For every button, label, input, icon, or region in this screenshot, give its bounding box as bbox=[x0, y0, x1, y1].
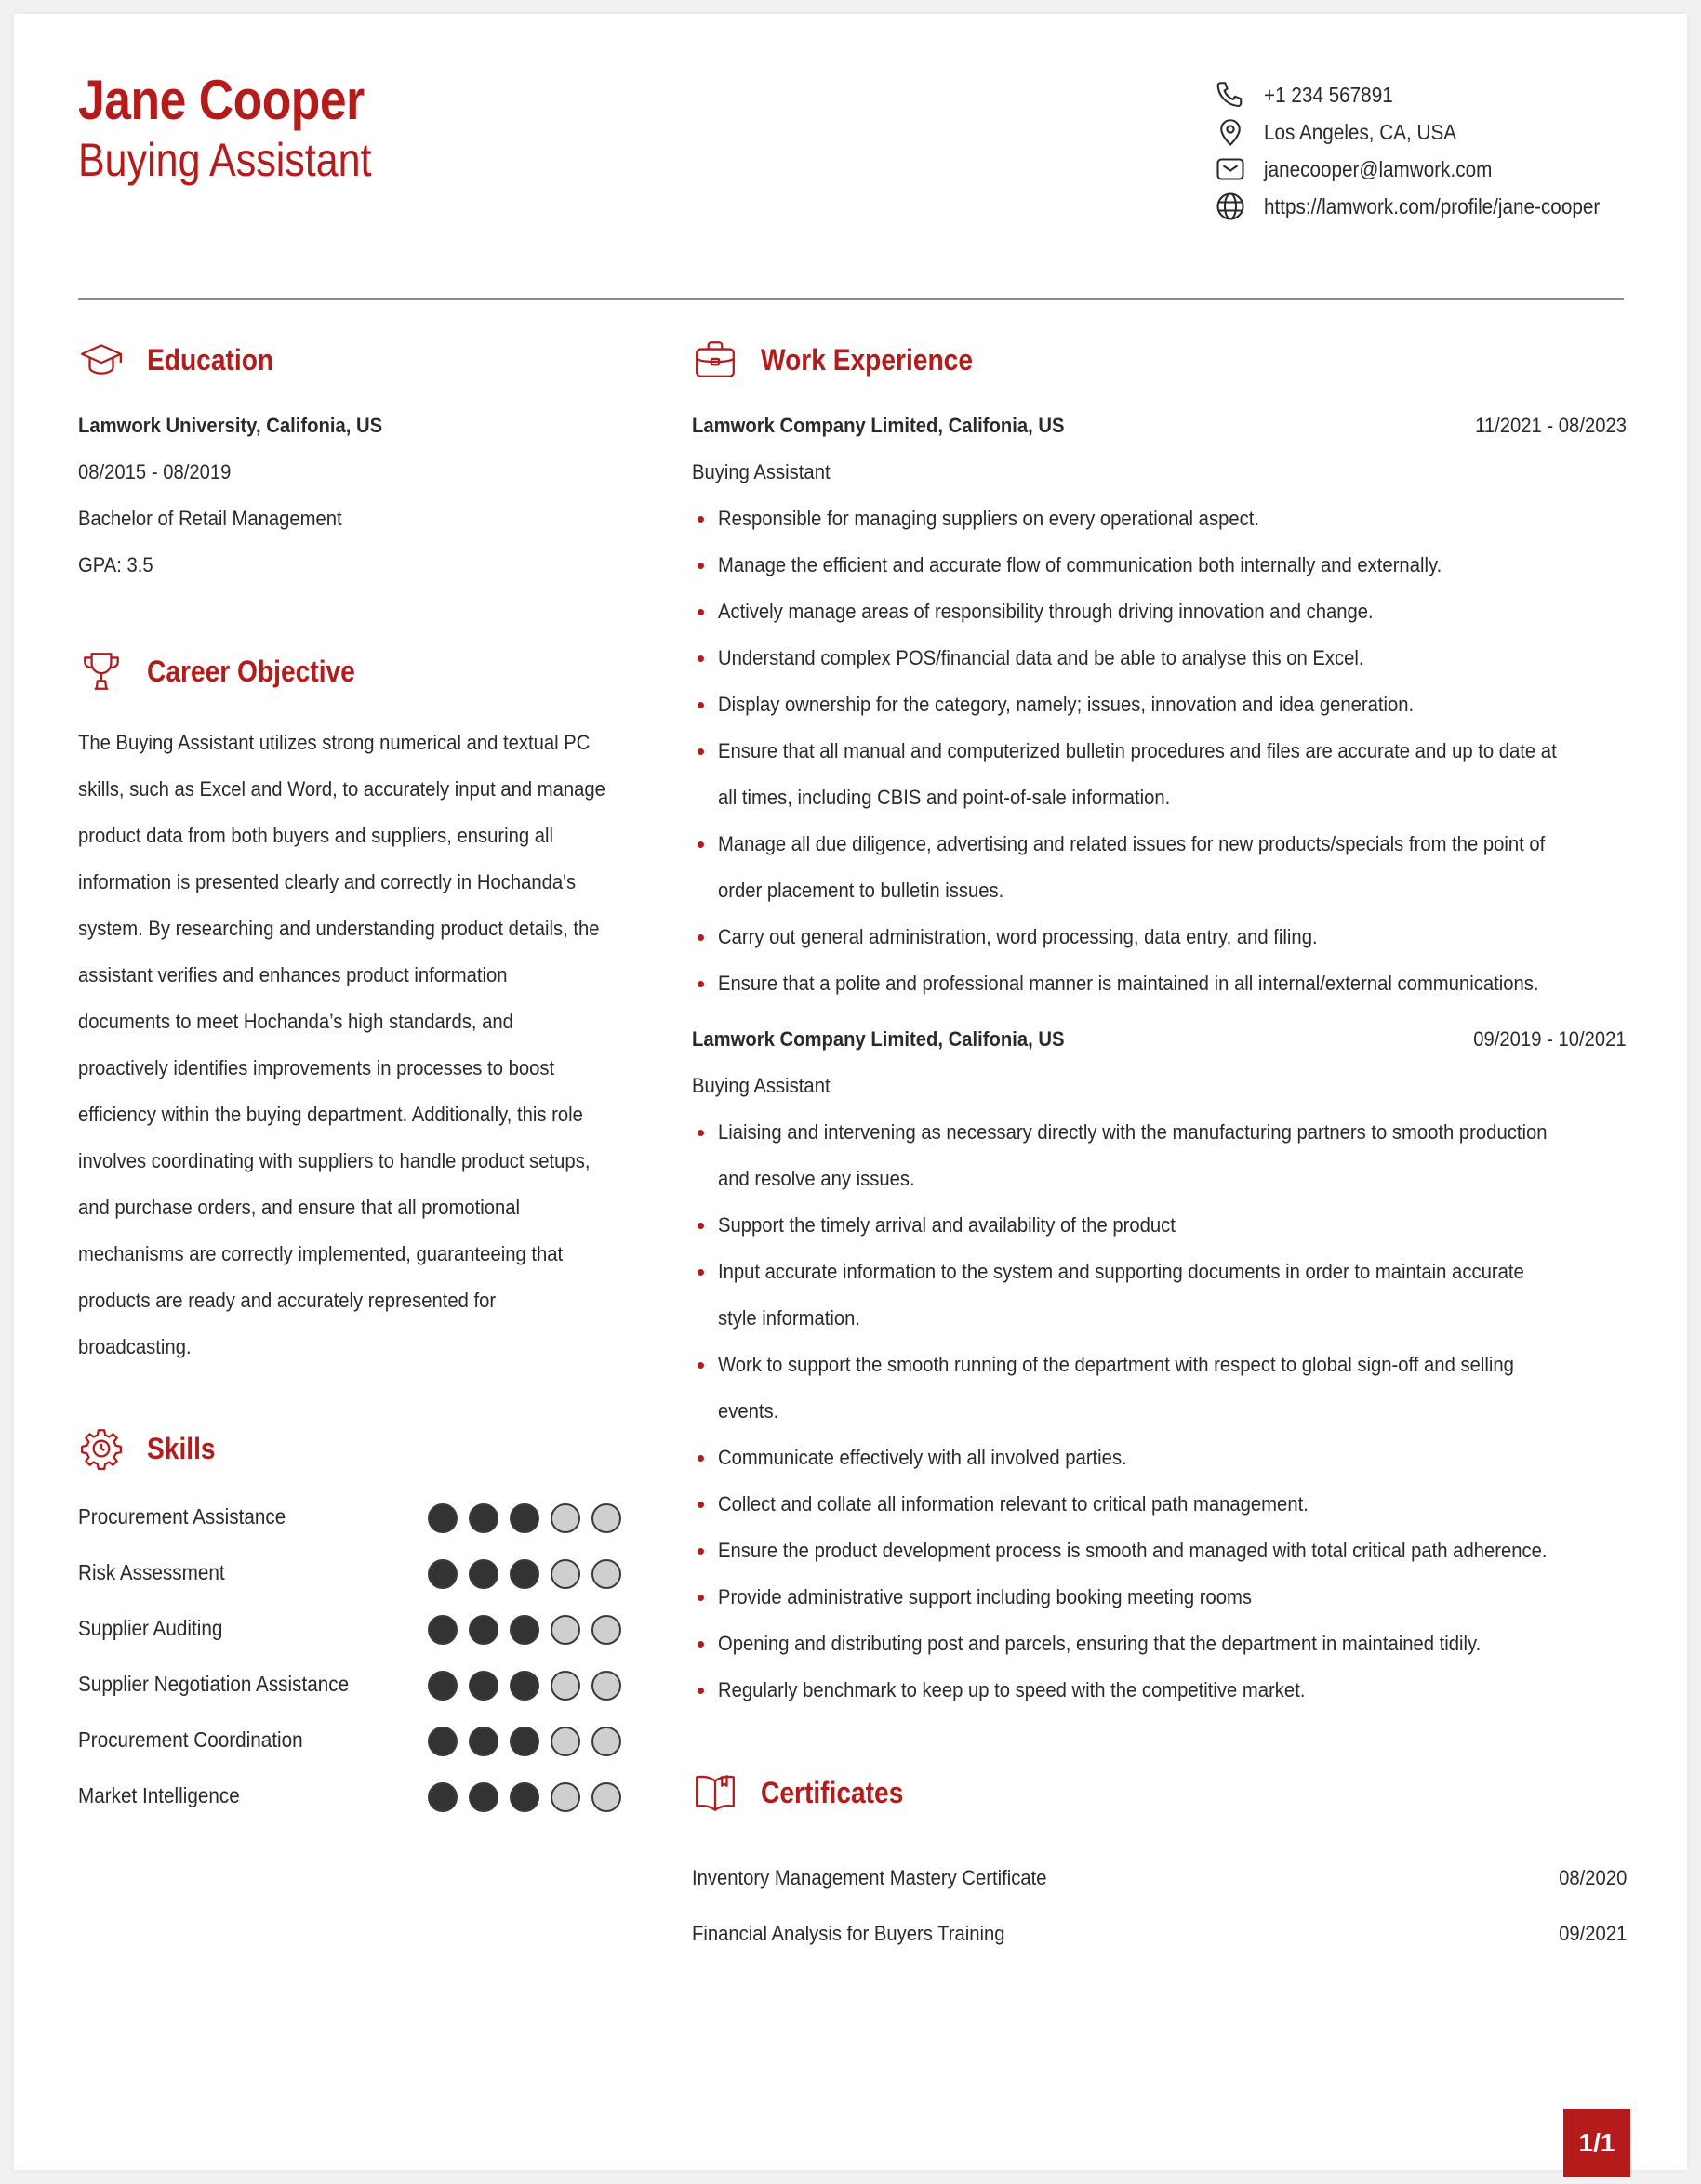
job-bullet-line: events. bbox=[718, 1399, 779, 1423]
job-bullet-line: Manage the efficient and accurate flow of communication both internally and externally. bbox=[718, 553, 1442, 576]
objective-line: documents to meet Hochanda’s high standards, and bbox=[78, 1010, 513, 1033]
job-bullet bbox=[692, 1621, 1613, 1667]
contact-location-text: Los Angeles, CA, USA bbox=[1264, 119, 1457, 144]
job-bullet-line: Collect and collate all information relevant to critical path management. bbox=[718, 1492, 1309, 1516]
job-bullet bbox=[692, 960, 1613, 1007]
contact-location bbox=[1214, 113, 1641, 151]
skill-dot-empty bbox=[591, 1782, 621, 1812]
job-bullet bbox=[692, 1574, 1613, 1621]
job-bullet bbox=[692, 635, 1613, 682]
envelope-icon bbox=[1214, 152, 1247, 186]
education-school: Lamwork University, Califonia, US bbox=[78, 414, 383, 437]
contact-email-text: janecooper@lamwork.com bbox=[1264, 156, 1493, 181]
job-bullet bbox=[692, 496, 1613, 542]
objective-heading bbox=[78, 648, 383, 695]
education-title: Education bbox=[147, 342, 274, 377]
skill-dot-filled bbox=[428, 1615, 458, 1645]
job-bullet-line: Support the timely arrival and availability of the product bbox=[718, 1213, 1176, 1237]
skill-rating bbox=[428, 1615, 621, 1645]
objective-line: assistant verifies and enhances product information bbox=[78, 963, 508, 986]
skill-rating bbox=[428, 1503, 621, 1533]
objective-line: mechanisms are correctly implemented, guaranteeing that bbox=[78, 1242, 564, 1265]
phone-icon bbox=[1214, 78, 1247, 112]
work-title: Work Experience bbox=[761, 342, 973, 377]
skill-dot-empty bbox=[551, 1559, 580, 1589]
job-2-dates: 09/2019 - 10/2021 bbox=[1473, 1027, 1627, 1051]
skill-dot-filled bbox=[510, 1559, 539, 1589]
resume-header bbox=[78, 56, 1624, 300]
skill-rating bbox=[428, 1559, 621, 1589]
skill-row bbox=[78, 1779, 636, 1816]
job-bullet bbox=[692, 589, 1613, 635]
skill-dot-filled bbox=[469, 1727, 498, 1756]
skill-dot-empty bbox=[551, 1782, 580, 1812]
job-bullet-line: Carry out general administration, word processing, data entry, and filing. bbox=[718, 925, 1318, 948]
job-1-company: Lamwork Company Limited, Califonia, US bbox=[692, 414, 1065, 437]
skill-dot-filled bbox=[510, 1615, 539, 1645]
job-bullet-line: Work to support the smooth running of the department with respect to global sign-off and selling bbox=[718, 1353, 1514, 1376]
job-bullet-line: Display ownership for the category, namely; issues, innovation and idea generation. bbox=[718, 693, 1415, 716]
job-bullet-line: Opening and distributing post and parcels, ensuring that the department in maintained tidily. bbox=[718, 1632, 1482, 1655]
job-bullet bbox=[692, 1481, 1613, 1528]
objective-line: and purchase orders, and ensure that all promotional bbox=[78, 1196, 521, 1219]
skill-dot-empty bbox=[551, 1727, 580, 1756]
job-bullet-line: Communicate effectively with all involved parties. bbox=[718, 1446, 1127, 1469]
job-1-bullets bbox=[692, 496, 1613, 1007]
certificate-2-name: Financial Analysis for Buyers Training bbox=[692, 1922, 1005, 1945]
skill-dot-filled bbox=[510, 1782, 539, 1812]
skill-dot-empty bbox=[551, 1615, 580, 1645]
skill-rating bbox=[428, 1727, 621, 1756]
job-bullet bbox=[692, 1249, 1613, 1342]
objective-line: proactively identifies improvements in processes to boost bbox=[78, 1056, 555, 1079]
work-heading bbox=[692, 337, 1002, 383]
skills-heading bbox=[78, 1425, 225, 1472]
contact-website bbox=[1214, 188, 1641, 225]
skill-dot-empty bbox=[551, 1671, 580, 1701]
job-bullet bbox=[692, 1435, 1613, 1481]
objective-line: efficiency within the buying department. Additionally, this role bbox=[78, 1103, 583, 1126]
objective-line: products are ready and accurately represented for bbox=[78, 1289, 497, 1312]
skill-row bbox=[78, 1500, 636, 1537]
skill-dot-filled bbox=[428, 1782, 458, 1812]
certificates-heading bbox=[692, 1769, 923, 1816]
job-bullet bbox=[692, 1109, 1613, 1202]
skills-title: Skills bbox=[147, 1431, 216, 1465]
education-degree: Bachelor of Retail Management bbox=[78, 507, 342, 530]
job-2-company: Lamwork Company Limited, Califonia, US bbox=[692, 1027, 1065, 1051]
job-bullet-line: Actively manage areas of responsibility through driving innovation and change. bbox=[718, 600, 1374, 623]
skill-dot-filled bbox=[469, 1782, 498, 1812]
certificate-2-date: 09/2021 bbox=[1558, 1922, 1627, 1945]
skill-dot-filled bbox=[428, 1671, 458, 1701]
certificate-1-date: 08/2020 bbox=[1558, 1866, 1627, 1889]
skill-name: Risk Assessment bbox=[78, 1560, 225, 1584]
candidate-role: Buying Assistant bbox=[78, 134, 372, 186]
objective-line: involves coordinating with suppliers to handle product setups, bbox=[78, 1149, 591, 1172]
skill-dot-empty bbox=[591, 1559, 621, 1589]
book-icon bbox=[692, 1769, 738, 1816]
job-bullet-line: Understand complex POS/financial data and be able to analyse this on Excel. bbox=[718, 646, 1364, 669]
skill-name: Supplier Negotiation Assistance bbox=[78, 1672, 350, 1696]
job-2-position: Buying Assistant bbox=[692, 1074, 831, 1097]
education-heading bbox=[78, 337, 291, 383]
globe-icon bbox=[1214, 190, 1247, 223]
certificates-title: Certificates bbox=[761, 1775, 904, 1809]
candidate-name: Jane Cooper bbox=[78, 69, 365, 131]
objective-line: system. By researching and understanding product details, the bbox=[78, 917, 600, 940]
job-bullet-line: Regularly benchmark to keep up to speed with the competitive market. bbox=[718, 1678, 1306, 1701]
skill-row bbox=[78, 1555, 636, 1593]
job-bullet bbox=[692, 1528, 1613, 1574]
skill-dot-empty bbox=[591, 1615, 621, 1645]
job-1-dates: 11/2021 - 08/2023 bbox=[1475, 414, 1627, 437]
skill-row bbox=[78, 1667, 636, 1704]
objective-line: information is presented clearly and correctly in Hochanda's bbox=[78, 870, 577, 893]
job-bullet-line: Manage all due diligence, advertising and related issues for new products/specials from the point of bbox=[718, 832, 1546, 855]
job-2-bullets bbox=[692, 1109, 1613, 1714]
job-bullet bbox=[692, 542, 1613, 589]
objective-line: product data from both buyers and suppliers, ensuring all bbox=[78, 824, 554, 847]
trophy-icon bbox=[78, 648, 125, 695]
education-dates: 08/2015 - 08/2019 bbox=[78, 460, 232, 483]
skill-dot-filled bbox=[510, 1503, 539, 1533]
contact-phone bbox=[1214, 76, 1641, 113]
job-bullet-line: Ensure the product development process is smooth and managed with total critical path adherence. bbox=[718, 1539, 1548, 1562]
skill-rating bbox=[428, 1782, 621, 1812]
objective-title: Career Objective bbox=[147, 654, 355, 688]
skill-dot-filled bbox=[469, 1503, 498, 1533]
job-bullet-line: Liaising and intervening as necessary directly with the manufacturing partners to smooth production bbox=[718, 1120, 1548, 1144]
skill-name: Market Intelligence bbox=[78, 1783, 240, 1807]
resume-page bbox=[14, 14, 1687, 2170]
job-bullet-line: Responsible for managing suppliers on every operational aspect. bbox=[718, 507, 1259, 530]
job-bullet bbox=[692, 1667, 1613, 1714]
location-pin-icon bbox=[1214, 115, 1247, 149]
contact-website-text: https://lamwork.com/profile/jane-cooper bbox=[1264, 193, 1601, 218]
skill-dot-filled bbox=[469, 1559, 498, 1589]
skill-dot-empty bbox=[591, 1671, 621, 1701]
job-bullet bbox=[692, 682, 1613, 728]
skill-dot-filled bbox=[428, 1727, 458, 1756]
contact-email bbox=[1214, 151, 1641, 188]
skill-dot-filled bbox=[469, 1671, 498, 1701]
graduation-cap-icon bbox=[78, 337, 125, 383]
skill-dot-filled bbox=[469, 1615, 498, 1645]
job-bullet-line: Ensure that a polite and professional manner is maintained in all internal/external communications. bbox=[718, 972, 1539, 995]
skill-dot-empty bbox=[551, 1503, 580, 1533]
job-bullet-line: all times, including CBIS and point-of-sale information. bbox=[718, 786, 1171, 809]
contact-phone-text: +1 234 567891 bbox=[1264, 82, 1393, 107]
skill-name: Supplier Auditing bbox=[78, 1616, 223, 1640]
objective-paragraph bbox=[78, 720, 655, 1370]
objective-line: The Buying Assistant utilizes strong numerical and textual PC bbox=[78, 731, 591, 754]
skill-dot-filled bbox=[510, 1671, 539, 1701]
job-1-position: Buying Assistant bbox=[692, 460, 831, 483]
skill-dot-filled bbox=[428, 1503, 458, 1533]
job-bullet bbox=[692, 728, 1613, 821]
briefcase-icon bbox=[692, 337, 738, 383]
skill-dot-empty bbox=[591, 1727, 621, 1756]
skill-dot-filled bbox=[510, 1727, 539, 1756]
skill-row bbox=[78, 1723, 636, 1760]
skill-dot-empty bbox=[591, 1503, 621, 1533]
skill-row bbox=[78, 1611, 636, 1648]
job-bullet-line: Provide administrative support including booking meeting rooms bbox=[718, 1585, 1253, 1608]
objective-line: skills, such as Excel and Word, to accurately input and manage bbox=[78, 777, 605, 801]
job-bullet-line: Ensure that all manual and computerized bulletin procedures and files are accurate and up to date at bbox=[718, 739, 1557, 762]
job-bullet-line: order placement to bulletin issues. bbox=[718, 879, 1004, 902]
page-number: 1/1 bbox=[1563, 2109, 1630, 2177]
job-bullet-line: style information. bbox=[718, 1306, 861, 1330]
skill-name: Procurement Assistance bbox=[78, 1504, 286, 1529]
education-gpa: GPA: 3.5 bbox=[78, 553, 153, 576]
job-bullet bbox=[692, 914, 1613, 960]
skill-name: Procurement Coordination bbox=[78, 1727, 303, 1752]
job-bullet bbox=[692, 1342, 1613, 1435]
objective-line: broadcasting. bbox=[78, 1335, 192, 1358]
skill-rating bbox=[428, 1671, 621, 1701]
job-bullet bbox=[692, 821, 1613, 914]
gear-icon bbox=[78, 1425, 125, 1472]
skill-dot-filled bbox=[428, 1559, 458, 1589]
certificate-1-name: Inventory Management Mastery Certificate bbox=[692, 1866, 1047, 1889]
job-bullet bbox=[692, 1202, 1613, 1249]
job-bullet-line: Input accurate information to the system and supporting documents in order to maintain accurate bbox=[718, 1260, 1524, 1283]
job-bullet-line: and resolve any issues. bbox=[718, 1167, 915, 1190]
